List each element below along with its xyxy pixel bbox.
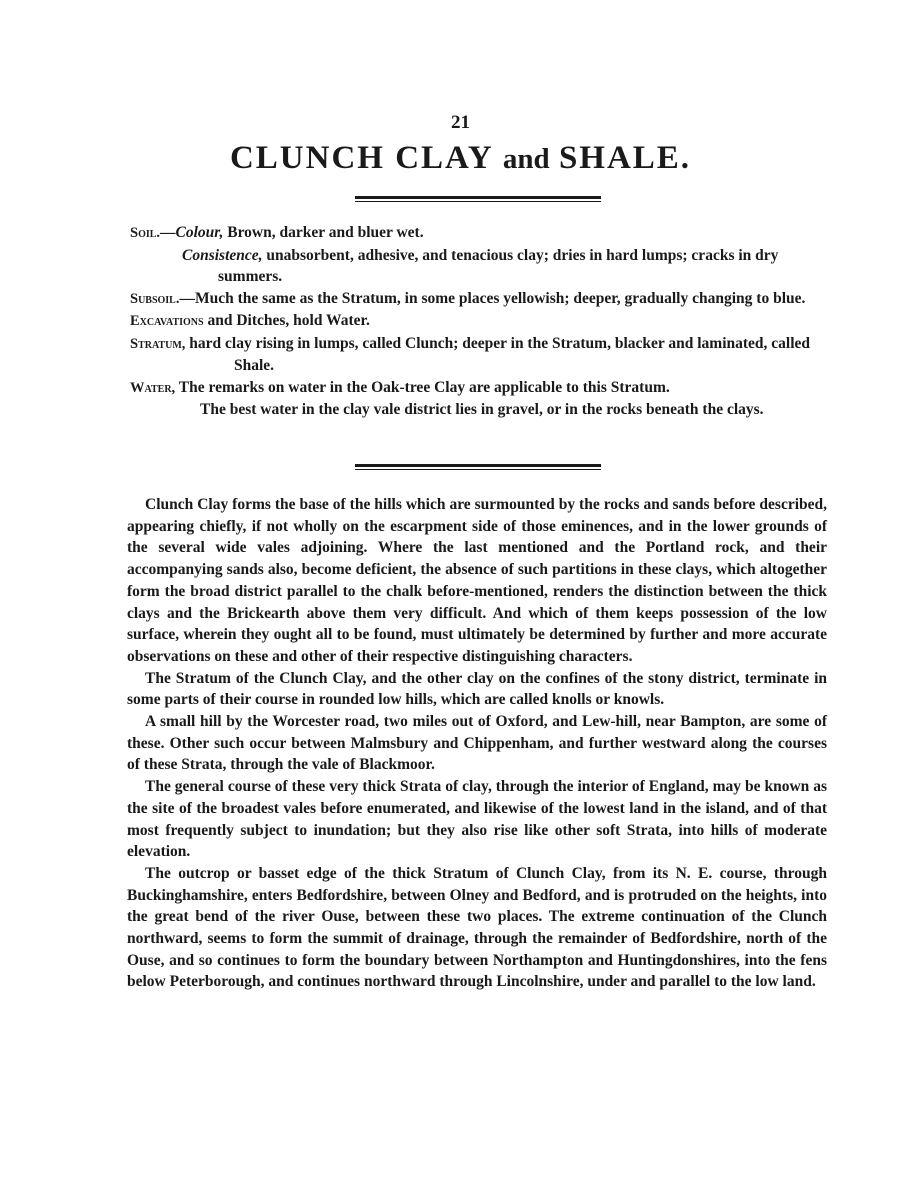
paragraph: Clunch Clay forms the base of the hills which are surmounted by the rocks and sands before described, appearing chiefly, if not wholly on the escarpment side of those eminences, and in the lower grounds of the several wide vales adjoining. Where the last mentioned and the Portland rock, and their accompanying sands also, become deficient, the absence of such partitions in these clays, which altogether form the broad district parallel to the chalk before-mentioned, renders the distinction between the thick clays and the Brickearth above them very difficult. And which of them keeps possession of the low surface, wherein they ought all to be found, must ultimately be determined by further and more accurate observations on these and other of their respective distinguishing characters. [127, 496, 827, 665]
excavations-text: and Ditches, hold Water. [207, 312, 370, 329]
title-end: SHALE. [558, 140, 692, 176]
soil-consistence-text: unabsorbent, adhesive, and tenacious clay; dries in hard lumps; cracks in dry summers. [218, 246, 779, 285]
stratum-property [130, 333, 830, 377]
stratum-properties [130, 222, 830, 421]
soil-dash: — [160, 224, 176, 241]
middle-divider [355, 464, 601, 472]
paragraph: A small hill by the Worcester road, two miles out of Oxford, and Lew-hill, near Bampton, are some of these. Other such occur between Malmsbury and Chippenham, and further westward along the courses of these Strata, through the vale of Blackmoor. [127, 713, 827, 774]
subsoil-text: —Much the same as the Stratum, in some places yellowish; deeper, gradually changing to blue. [179, 289, 806, 307]
body-text [127, 494, 827, 993]
subsoil-property [130, 288, 830, 311]
excavations-property [130, 310, 830, 333]
water-property-continued [130, 399, 830, 421]
top-divider [355, 196, 601, 204]
stratum-label: Stratum, [130, 335, 186, 352]
paragraph: The outcrop or basset edge of the thick Stratum of Clunch Clay, from its N. E. course, through Buckinghamshire, enters Bedfordshire, between Olney and Bedford, and is protruded on the heights, into the great bend of the river Ouse, between these two places. The extreme continuation of the Clunch northward, seems to form the summit of drainage, through the remainder of Bedfordshire, north of the Ouse, and so continues to form the boundary between Northampton and Huntingdonshires, into the fens below Peterborough, and continues northward through Lincolnshire, under and parallel to the low land. [127, 864, 827, 991]
soil-consistence [130, 245, 830, 288]
soil-colour-text: Brown, darker and bluer wet. [227, 224, 424, 241]
title-connector: and [502, 143, 550, 175]
soil-label: Soil. [130, 225, 161, 241]
page-number: 21 [451, 112, 470, 133]
title-main: CLUNCH CLAY [229, 140, 494, 176]
subsoil-label: Subsoil. [130, 290, 180, 307]
water-label: Water, [130, 379, 176, 396]
soil-consistence-key: Consistence, [182, 246, 263, 264]
paragraph: The general course of these very thick Strata of clay, through the interior of England, may be known as the site of the broadest vales before enumerated, and likewise of the lowest land in the island, and of that most frequently subject to inundation; but they also rise like other soft Strata, into hills of moderate elevation. [127, 778, 827, 861]
water-property [130, 377, 830, 400]
excavations-label: Excavations [130, 313, 204, 329]
stratum-text: hard clay rising in lumps, called Clunch; deeper in the Stratum, blacker and laminated, called Shale. [189, 334, 811, 374]
soil-property [130, 222, 830, 245]
page-title [0, 140, 921, 177]
paragraph: The Stratum of the Clunch Clay, and the other clay on the confines of the stony district, terminate in some parts of their course in rounded low hills, which are called knolls or knowls. [127, 669, 827, 709]
water-text-2: The best water in the clay vale district lies in gravel, or in the rocks beneath the clays. [200, 401, 764, 418]
water-text: The remarks on water in the Oak-tree Clay are applicable to this Stratum. [178, 378, 670, 396]
soil-colour-key: Colour, [175, 224, 224, 241]
